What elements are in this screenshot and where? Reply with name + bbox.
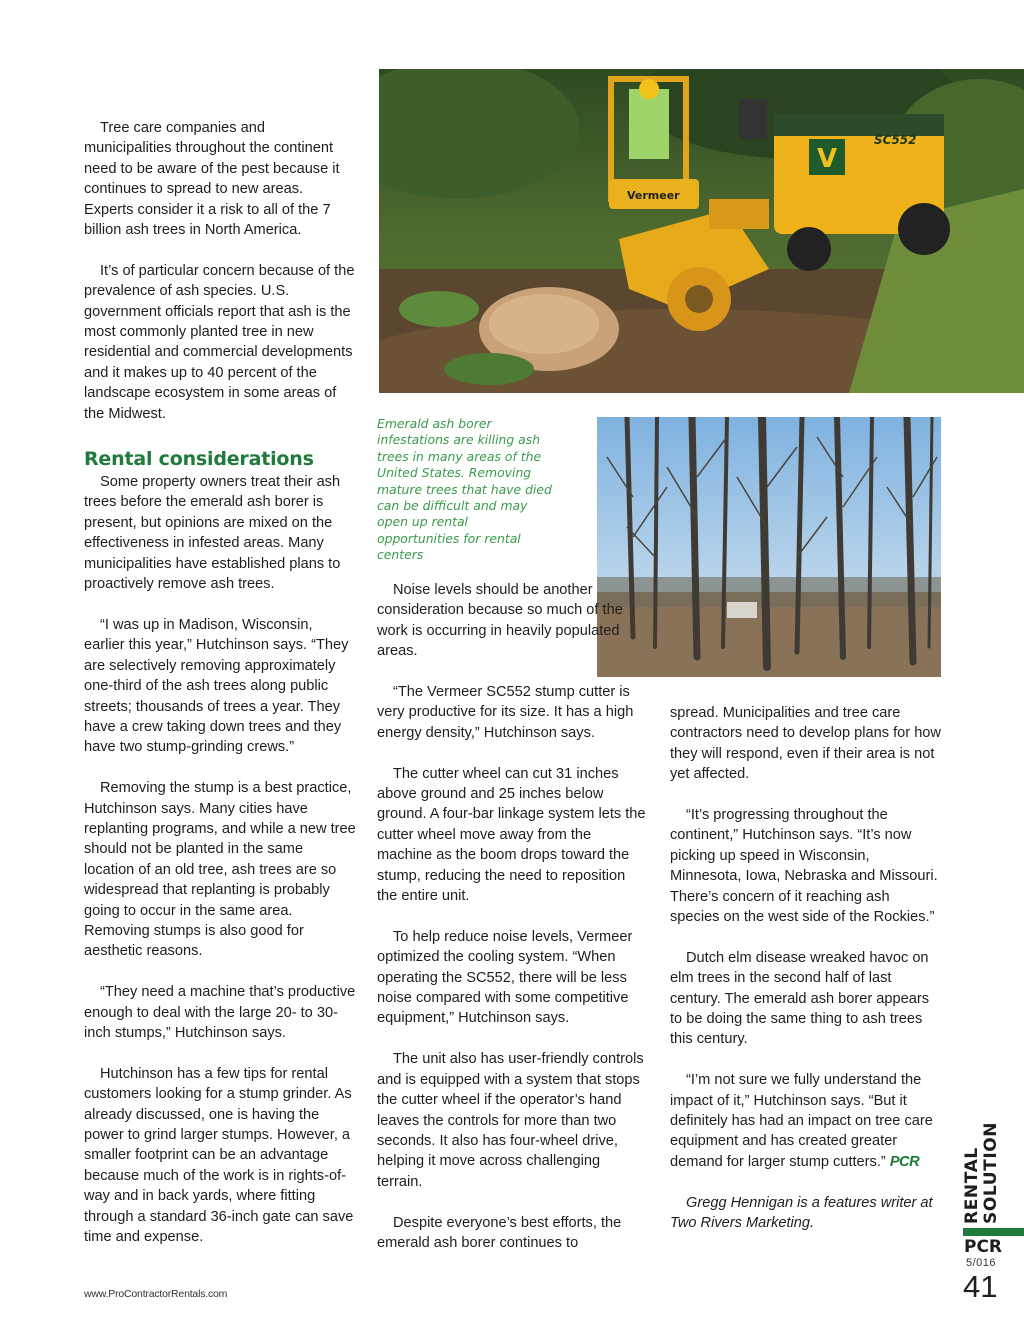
paragraph: The unit also has user-friendly controls and is equipped with a system that stops the cutter wheel if the operator’s hand leaves the controls for more than two seconds. It also has four-wheel drive, helping it move across challenging terrain. [377, 1051, 644, 1190]
paragraph [670, 1070, 942, 1172]
paragraph: Hutchinson has a few tips for rental customers looking for a stump grinder. As already discussed, one is having the power to grind larger stumps. However, a smaller footprint can be an advantage because much of the work is in rights-of-way and in back yards, where fitting through a standard 36-inch gate can save time and expense. [84, 1065, 354, 1246]
paragraph: “I was up in Madison, Wisconsin, earlier this year,” Hutchinson says. “They are selectively removing approximately one-third of the ash trees along public streets; thousands of trees a year. They have a crew taking down trees and they have two stump-grinding crews.” [84, 616, 349, 756]
paragraph: To help reduce noise levels, Vermeer optimized the cooling system. “When operating the SC552, there will be less noise compared with some competitive equipment,” Hutchinson says. [377, 928, 633, 1027]
article-column-2 [377, 580, 649, 1253]
author-byline: Gregg Hennigan is a features writer at Two Rivers Marketing. [670, 1194, 933, 1232]
paragraph: spread. Municipalities and tree care contractors need to develop plans for how they will respond, even if their area is not yet affected. [670, 705, 941, 783]
section-label-line: SOLUTION [981, 1121, 1001, 1224]
stump-cutter-photo [379, 69, 1024, 393]
paragraph: Noise levels should be another consideration because so much of the work is occurring in heavily populated areas. [377, 582, 623, 660]
end-mark: PCR [889, 1153, 920, 1170]
section-label-line: RENTAL [962, 1147, 982, 1224]
paragraph: “They need a machine that’s productive enough to deal with the large 20- to 30-inch stumps,” Hutchinson says. [84, 984, 356, 1041]
magazine-logo: PCR [964, 1237, 1003, 1257]
article-column-3 [670, 703, 942, 1234]
subheading-rental-considerations: Rental considerations [84, 448, 314, 471]
model-label: SC552 [874, 133, 917, 147]
paragraph: It’s of particular concern because of the prevalence of ash species. U.S. government officials report that ash is the most commonly planted tree in new residential and commercial developments and it makes up to 40 percent of the landscape ecosystem in some areas of the Midwest. [84, 262, 355, 422]
article-column-1 [84, 118, 356, 1247]
section-label [963, 1122, 1001, 1224]
page-number: 41 [963, 1269, 998, 1304]
footer-url: www.ProContractorRentals.com [84, 1288, 228, 1300]
photo-caption: Emerald ash borer infestations are killing ash trees in many areas of the United States. Removing mature trees that have died can be difficult and may open up rental opportunities for rental centers [377, 416, 552, 563]
paragraph: “The Vermeer SC552 stump cutter is very productive for its size. It has a high energy density,” Hutchinson says. [377, 684, 634, 741]
paragraph: Tree care companies and municipalities throughout the continent need to be aware of the pest because it continues to spread to new areas. Experts consider it a risk to all of the 7 billion ash trees in North America. [84, 120, 340, 239]
section-divider-bar [963, 1228, 1024, 1236]
paragraph: Some property owners treat their ash trees before the emerald ash borer is present, but opinions are mixed on the effectiveness in infested areas. Many municipalities have established plans to proactively remove ash trees. [84, 474, 341, 593]
vermeer-v-logo: V [817, 144, 838, 174]
paragraph: Despite everyone’s best efforts, the emerald ash borer continues to [377, 1214, 622, 1251]
issue-date: 5/016 [966, 1257, 997, 1269]
paragraph-text: “I’m not sure we fully understand the impact of it,” Hutchinson says. “But it definitely has had an impact on tree care equipment and has created greater demand for larger stump cutters.” [670, 1072, 933, 1170]
vermeer-logo-text: Vermeer [627, 189, 680, 202]
paragraph: The cutter wheel can cut 31 inches above ground and 25 inches below ground. A four-bar linkage system lets the cutter wheel move away from the machine as the boom drops toward the stump, reducing the need to reposition the entire unit. [377, 765, 646, 905]
paragraph: Dutch elm disease wreaked havoc on elm trees in the second half of last century. The emerald ash borer appears to be doing the same thing to ash trees this century. [670, 949, 930, 1048]
paragraph: “It’s progressing throughout the continent,” Hutchinson says. “It’s now picking up speed in Wisconsin, Minnesota, Iowa, Nebraska and Missouri. There’s concern of it reaching ash species on the west side of the Rockies.” [670, 807, 938, 926]
paragraph: Removing the stump is a best practice, Hutchinson says. Many cities have replanting programs, and while a new tree should not be planted in the same location of an old tree, ash trees are so widespread that replanting is probably going to occur in the same area. Removing stumps is also good for aesthetic reasons. [84, 780, 356, 960]
